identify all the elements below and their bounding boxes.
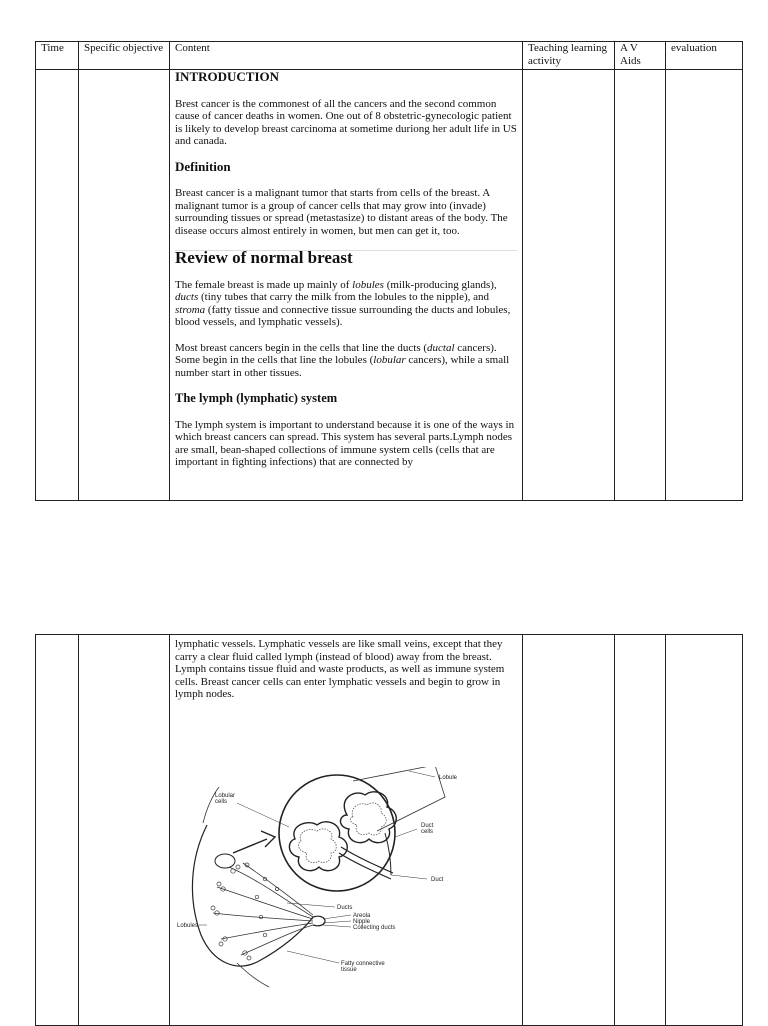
table-header-row bbox=[36, 42, 743, 70]
header-evaluation: evaluation bbox=[666, 42, 743, 70]
breast-anatomy-figure bbox=[177, 767, 517, 996]
label-duct: Duct bbox=[431, 876, 444, 883]
content-cell bbox=[170, 70, 523, 501]
header-time: Time bbox=[36, 42, 79, 70]
lymph-paragraph-continued: lymphatic vessels. Lymphatic vessels are like small veins, except that they carry a clear fluid called lymph (instead of blood) away from the breast. Lymph contains tissue fluid and waste products, as well as immune system cells. Breast cancer cells can enter lymphatic vessels and begin to grow in lymph nodes. bbox=[175, 638, 505, 700]
header-av-aids: A V Aids bbox=[615, 42, 666, 70]
av-aids-cell bbox=[615, 635, 666, 1026]
teaching-cell bbox=[523, 70, 615, 501]
time-cell bbox=[36, 635, 79, 1026]
evaluation-cell bbox=[666, 635, 743, 1026]
lymph-paragraph: The lymph system is important to understand because it is one of the ways in which breast cancers can spread. This system has several parts.Lymph nodes are small, bean-shaped collections of immune system cells (cells that are important in fighting infections) that are connected by bbox=[175, 418, 515, 468]
label-lobular-cells-2: cells bbox=[215, 798, 228, 805]
introduction-heading: INTRODUCTION bbox=[175, 70, 280, 84]
table-row bbox=[36, 635, 743, 1026]
breast-anatomy-diagram bbox=[177, 767, 487, 992]
av-aids-cell bbox=[615, 70, 666, 501]
time-cell bbox=[36, 70, 79, 501]
label-duct-cells-2: cells bbox=[421, 828, 434, 835]
lymph-system-heading: The lymph (lymphatic) system bbox=[175, 391, 338, 405]
review-heading: Review of normal breast bbox=[175, 250, 517, 265]
label-lobule: Lobule bbox=[439, 774, 458, 781]
label-lobules: Lobules bbox=[177, 922, 199, 929]
content-cell bbox=[170, 635, 523, 1026]
header-teaching-learning-activity: Teaching learning activity bbox=[523, 42, 615, 70]
objective-cell bbox=[79, 70, 170, 501]
label-collecting-ducts: Collecting ducts bbox=[353, 924, 396, 931]
label-fatty-tissue-2: tissue bbox=[341, 966, 357, 973]
label-lobular-cells-1: Lobular bbox=[215, 792, 236, 799]
table-row bbox=[36, 70, 743, 501]
label-ducts: Ducts bbox=[337, 904, 353, 911]
label-fatty-tissue-1: Fatty connective bbox=[341, 960, 385, 967]
definition-heading: Definition bbox=[175, 158, 231, 174]
introduction-paragraph: Brest cancer is the commonest of all the cancers and the second common cause of cancer deaths in women. One out of 8 obstetric-gynecologic patient is likely to develop breast carcinoma at sometime duriong her adult life in US and canada. bbox=[175, 97, 517, 147]
review-paragraph-1: The female breast is made up mainly of lobules (milk-producing glands), ducts (tiny tubes that carry the milk from the lobules to the nipple), and stroma (fatty tissue and connective tissue surrounding the ducts and lobules, blood vessels, and lymphatic vessels). bbox=[175, 278, 511, 328]
evaluation-cell bbox=[666, 70, 743, 501]
lesson-plan-table-page2 bbox=[35, 634, 743, 1026]
teaching-cell bbox=[523, 635, 615, 1026]
review-paragraph-2: Most breast cancers begin in the cells that line the ducts (ductal cancers). Some begin in the cells that line the lobules (lobular cancers), while a small number start in other tissues. bbox=[175, 341, 510, 379]
definition-paragraph: Breast cancer is a malignant tumor that starts from cells of the breast. A malignant tumor is a group of cancer cells that may grow into (invade) surrounding tissues or spread (metastasize) to distant areas of the body. The disease occurs almost entirely in women, but men can get it, too. bbox=[175, 187, 508, 237]
header-specific-objective: Specific objective bbox=[79, 42, 170, 70]
label-nipple: Nipple bbox=[353, 918, 371, 925]
label-areola: Areola bbox=[353, 912, 371, 919]
lesson-plan-table-page1 bbox=[35, 41, 743, 501]
label-duct-cells-1: Duct bbox=[421, 822, 434, 829]
header-content: Content bbox=[170, 42, 523, 70]
objective-cell bbox=[79, 635, 170, 1026]
